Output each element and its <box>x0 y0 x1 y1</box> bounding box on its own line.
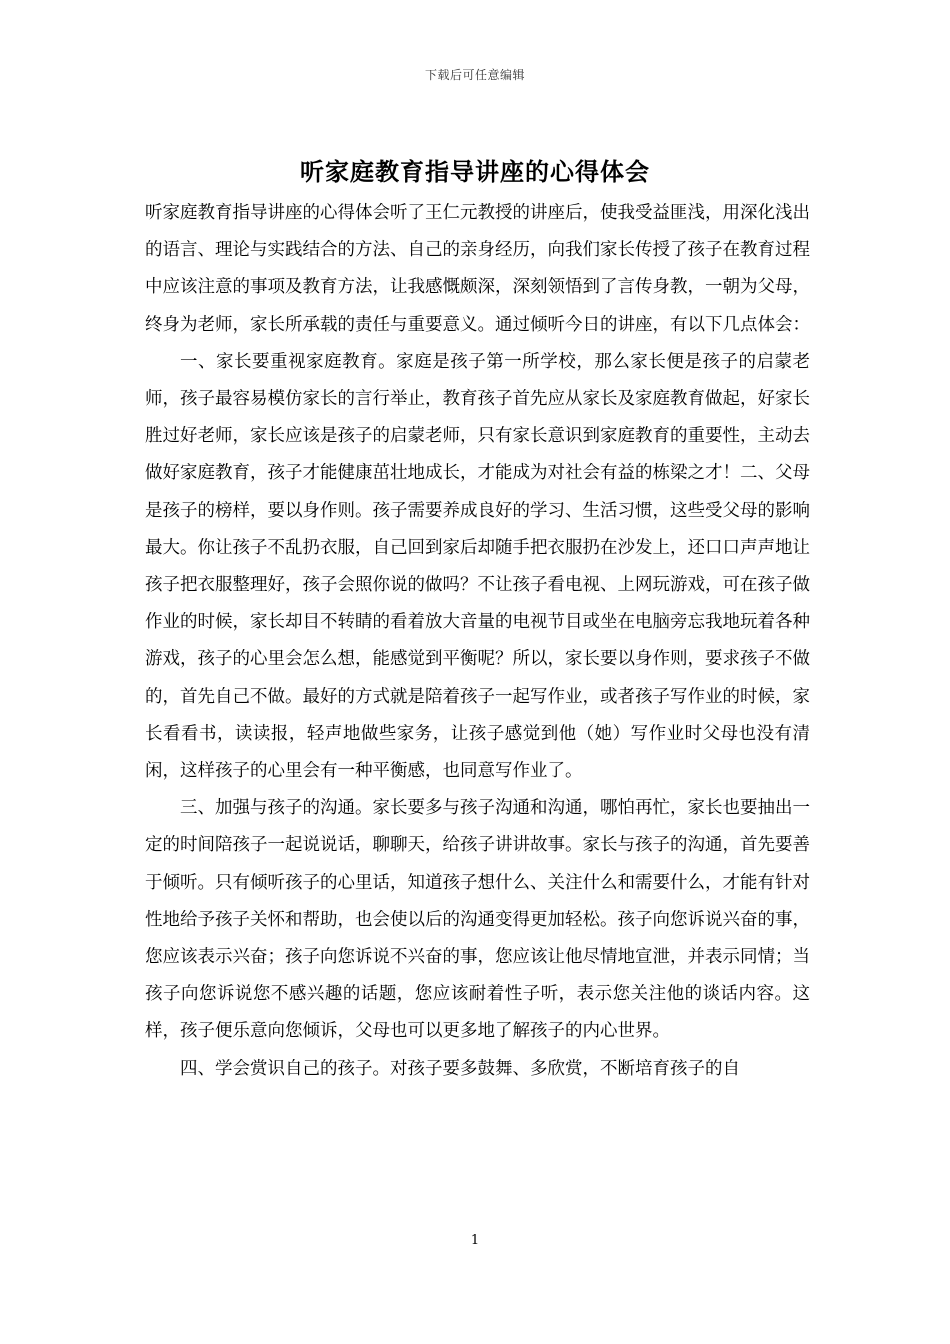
paragraph-point-1-2: 一、家长要重视家庭教育。家庭是孩子第一所学校，那么家长便是孩子的启蒙老师，孩子最容易模仿家长的言行举止，教育孩子首先应从家长及家庭教育做起，好家长胜过好老师，家长应该是孩子的启蒙老师，只有家长意识到家庭教育的重要性，主动去做好家庭教育，孩子才能健康茁壮地成长，才能成为对社会有益的栋梁之才！二、父母是孩子的榜样，要以身作则。孩子需要养成良好的学习、生活习惯，这些受父母的影响最大。你让孩子不乱扔衣服，自己回到家后却随手把衣服扔在沙发上，还口口声声地让孩子把衣服整理好，孩子会照你说的做吗？不让孩子看电视、上网玩游戏，可在孩子做作业的时候，家长却目不转睛的看着放大音量的电视节目或坐在电脑旁忘我地玩着各种游戏，孩子的心里会怎么想，能感觉到平衡呢？所以，家长要以身作则，要求孩子不做的，首先自己不做。最好的方式就是陪着孩子一起写作业，或者孩子写作业的时候，家长看看书，读读报，轻声地做些家务，让孩子感觉到他（她）写作业时父母也没有清闲，这样孩子的心里会有一种平衡感，也同意写作业了。 <box>145 351 810 782</box>
document-title: 听家庭教育指导讲座的心得体会 <box>300 157 650 186</box>
paragraph-point-4: 四、学会赏识自己的孩子。对孩子要多鼓舞、多欣赏，不断培育孩子的自 <box>180 1058 740 1079</box>
page-number: 1 <box>470 1233 480 1248</box>
page-header: 下载后可任意编辑 <box>424 68 525 82</box>
document-body <box>145 195 810 1088</box>
paragraph-point-3: 三、加强与孩子的沟通。家长要多与孩子沟通和沟通，哪怕再忙，家长也要抽出一定的时间陪孩子一起说说话，聊聊天，给孩子讲讲故事。家长与孩子的沟通，首先要善于倾听。只有倾听孩子的心里话，知道孩子想什么、关注什么和需要什么，才能有针对性地给予孩子关怀和帮助，也会使以后的沟通变得更加轻松。孩子向您诉说兴奋的事，您应该表示兴奋；孩子向您诉说不兴奋的事，您应该让他尽情地宣泄，并表示同情；当孩子向您诉说您不感兴趣的话题，您应该耐着性子听，表示您关注他的谈话内容。这样，孩子便乐意向您倾诉，父母也可以更多地了解孩子的内心世界。 <box>145 798 810 1042</box>
paragraph-intro: 听家庭教育指导讲座的心得体会听了王仁元教授的讲座后，使我受益匪浅，用深化浅出的语言、理论与实践结合的方法、自己的亲身经历，向我们家长传授了孩子在教育过程中应该注意的事项及教育方法，让我感慨颇深，深刻领悟到了言传身教，一朝为父母，终身为老师，家长所承载的责任与重要意义。通过倾听今日的讲座，有以下几点体会： <box>145 203 810 335</box>
